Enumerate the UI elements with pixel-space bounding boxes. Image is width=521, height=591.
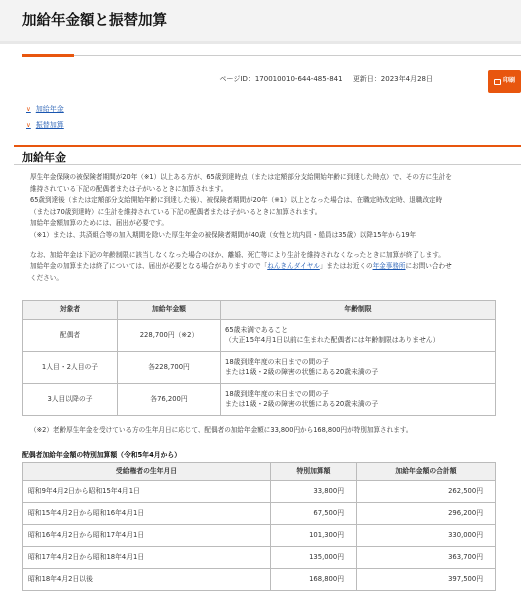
table-row: 1人目・2人目の子 各228,700円 18歳到達年度の末日までの間の子 または1級・2級の障害の状態にある20歳未満の子 [23,352,496,384]
paragraph: 維持されている下記の配偶者または子がいるときに加算されます。 [30,184,228,193]
page-id: ページID：170010010-644-485-841 [219,75,343,83]
updated-date: 更新日：2023年4月28日 [352,75,433,83]
anchor-links [26,104,64,137]
column-header: 受給権者の生年月日 [23,463,271,481]
section-title: 加給年金 [22,151,66,164]
special-addition-table [22,462,496,591]
print-button[interactable] [488,70,521,93]
anchor-link-kakyu[interactable]: ∨ 加給年金 [26,105,64,113]
section-bottom-rule [14,164,521,165]
table-row: 昭和17年4月2日から昭和18年4月1日 135,000円 363,700円 [23,547,496,569]
table-row: 昭和18年4月2日以後 168,800円 397,500円 [23,569,496,591]
paragraph: 加給年金額加算のためには、届出が必要です。 [30,219,168,228]
paragraph: （または70歳到達時）に生計を維持されている下記の配偶者または子がいるときに加算されます。 [30,207,322,216]
paragraph: 厚生年金保険の被保険者期間が20年（※1）以上ある方が、65歳到達時点（または定額部分支給開始年齢に到達した時点）で、その方に生計を [30,173,452,181]
paragraph: なお、加給年金は下記の年齢制限に該当しなくなった場合のほか、離婚、死亡等により生計を維持されなくなったときに加算が終了します。 [30,250,445,259]
title-divider [74,55,521,56]
page-title: 加給年金額と振替加算 [22,13,167,29]
column-header: 加給年金額 [118,301,221,320]
table-row: 昭和9年4月2日から昭和15年4月1日 33,800円 262,500円 [23,481,496,503]
printer-icon [494,79,501,85]
chevron-down-icon: ∨ [26,121,31,130]
paragraph: 加給年金の加算または終了については、届出が必要となる場合がありますので「ねんきんダイヤル」またはお近くの年金事務所にお問い合わせ [30,262,452,271]
column-header: 年齢制限 [221,301,496,320]
table-row: 3人目以降の子 各76,200円 18歳到達年度の末日までの間の子 または1級・2級の障害の状態にある20歳未満の子 [23,384,496,416]
paragraph: ください。 [30,273,63,282]
chevron-down-icon: ∨ [26,105,31,113]
nenkin-dial-link[interactable]: ねんきんダイヤル [267,262,320,271]
table-row: 昭和16年4月2日から昭和17年4月1日 101,300円 330,000円 [23,525,496,547]
table-row: 昭和15年4月2日から昭和16年4月1日 67,500円 296,200円 [23,503,496,525]
column-header: 加給年金額の合計額 [357,463,496,481]
section-body [30,172,500,284]
page-meta [212,74,433,84]
title-accent-bar [22,54,74,57]
print-button-label: 印刷 [502,77,515,85]
footnote: （※2）老齢厚生年金を受けている方の生年月日に応じて、配偶者の加給年金額に33,800円から168,800円が特別加算されます。 [30,426,413,434]
anchor-link-furikae[interactable]: ∨ 振替加算 [26,121,64,130]
table-header-row [23,463,496,481]
paragraph: （※1）または、共済組合等の加入期間を除いた厚生年金の被保険者期間が40歳（女性と坑内員・船員は35歳）以降15年から19年 [30,230,417,239]
table-header-row [23,301,496,320]
pension-office-link[interactable]: 年金事務所 [372,262,406,271]
table-caption: 配偶者加給年金額の特別加算額（令和5年4月から） [22,451,181,459]
kakyu-nenkin-table [22,300,496,416]
column-header: 対象者 [23,301,118,320]
table-row: 配偶者 228,700円（※2） 65歳未満であること （大正15年4月1日以前に生まれた配偶者には年齢制限はありません） [23,320,496,352]
page-header [0,0,521,44]
column-header: 特別加算額 [271,463,357,481]
paragraph: 65歳到達後（または定額部分支給開始年齢に到達した後）、被保険者期間が20年（※1）以上となった場合は、在職定時改定時、退職改定時 [30,196,443,205]
section-top-rule [14,145,521,147]
